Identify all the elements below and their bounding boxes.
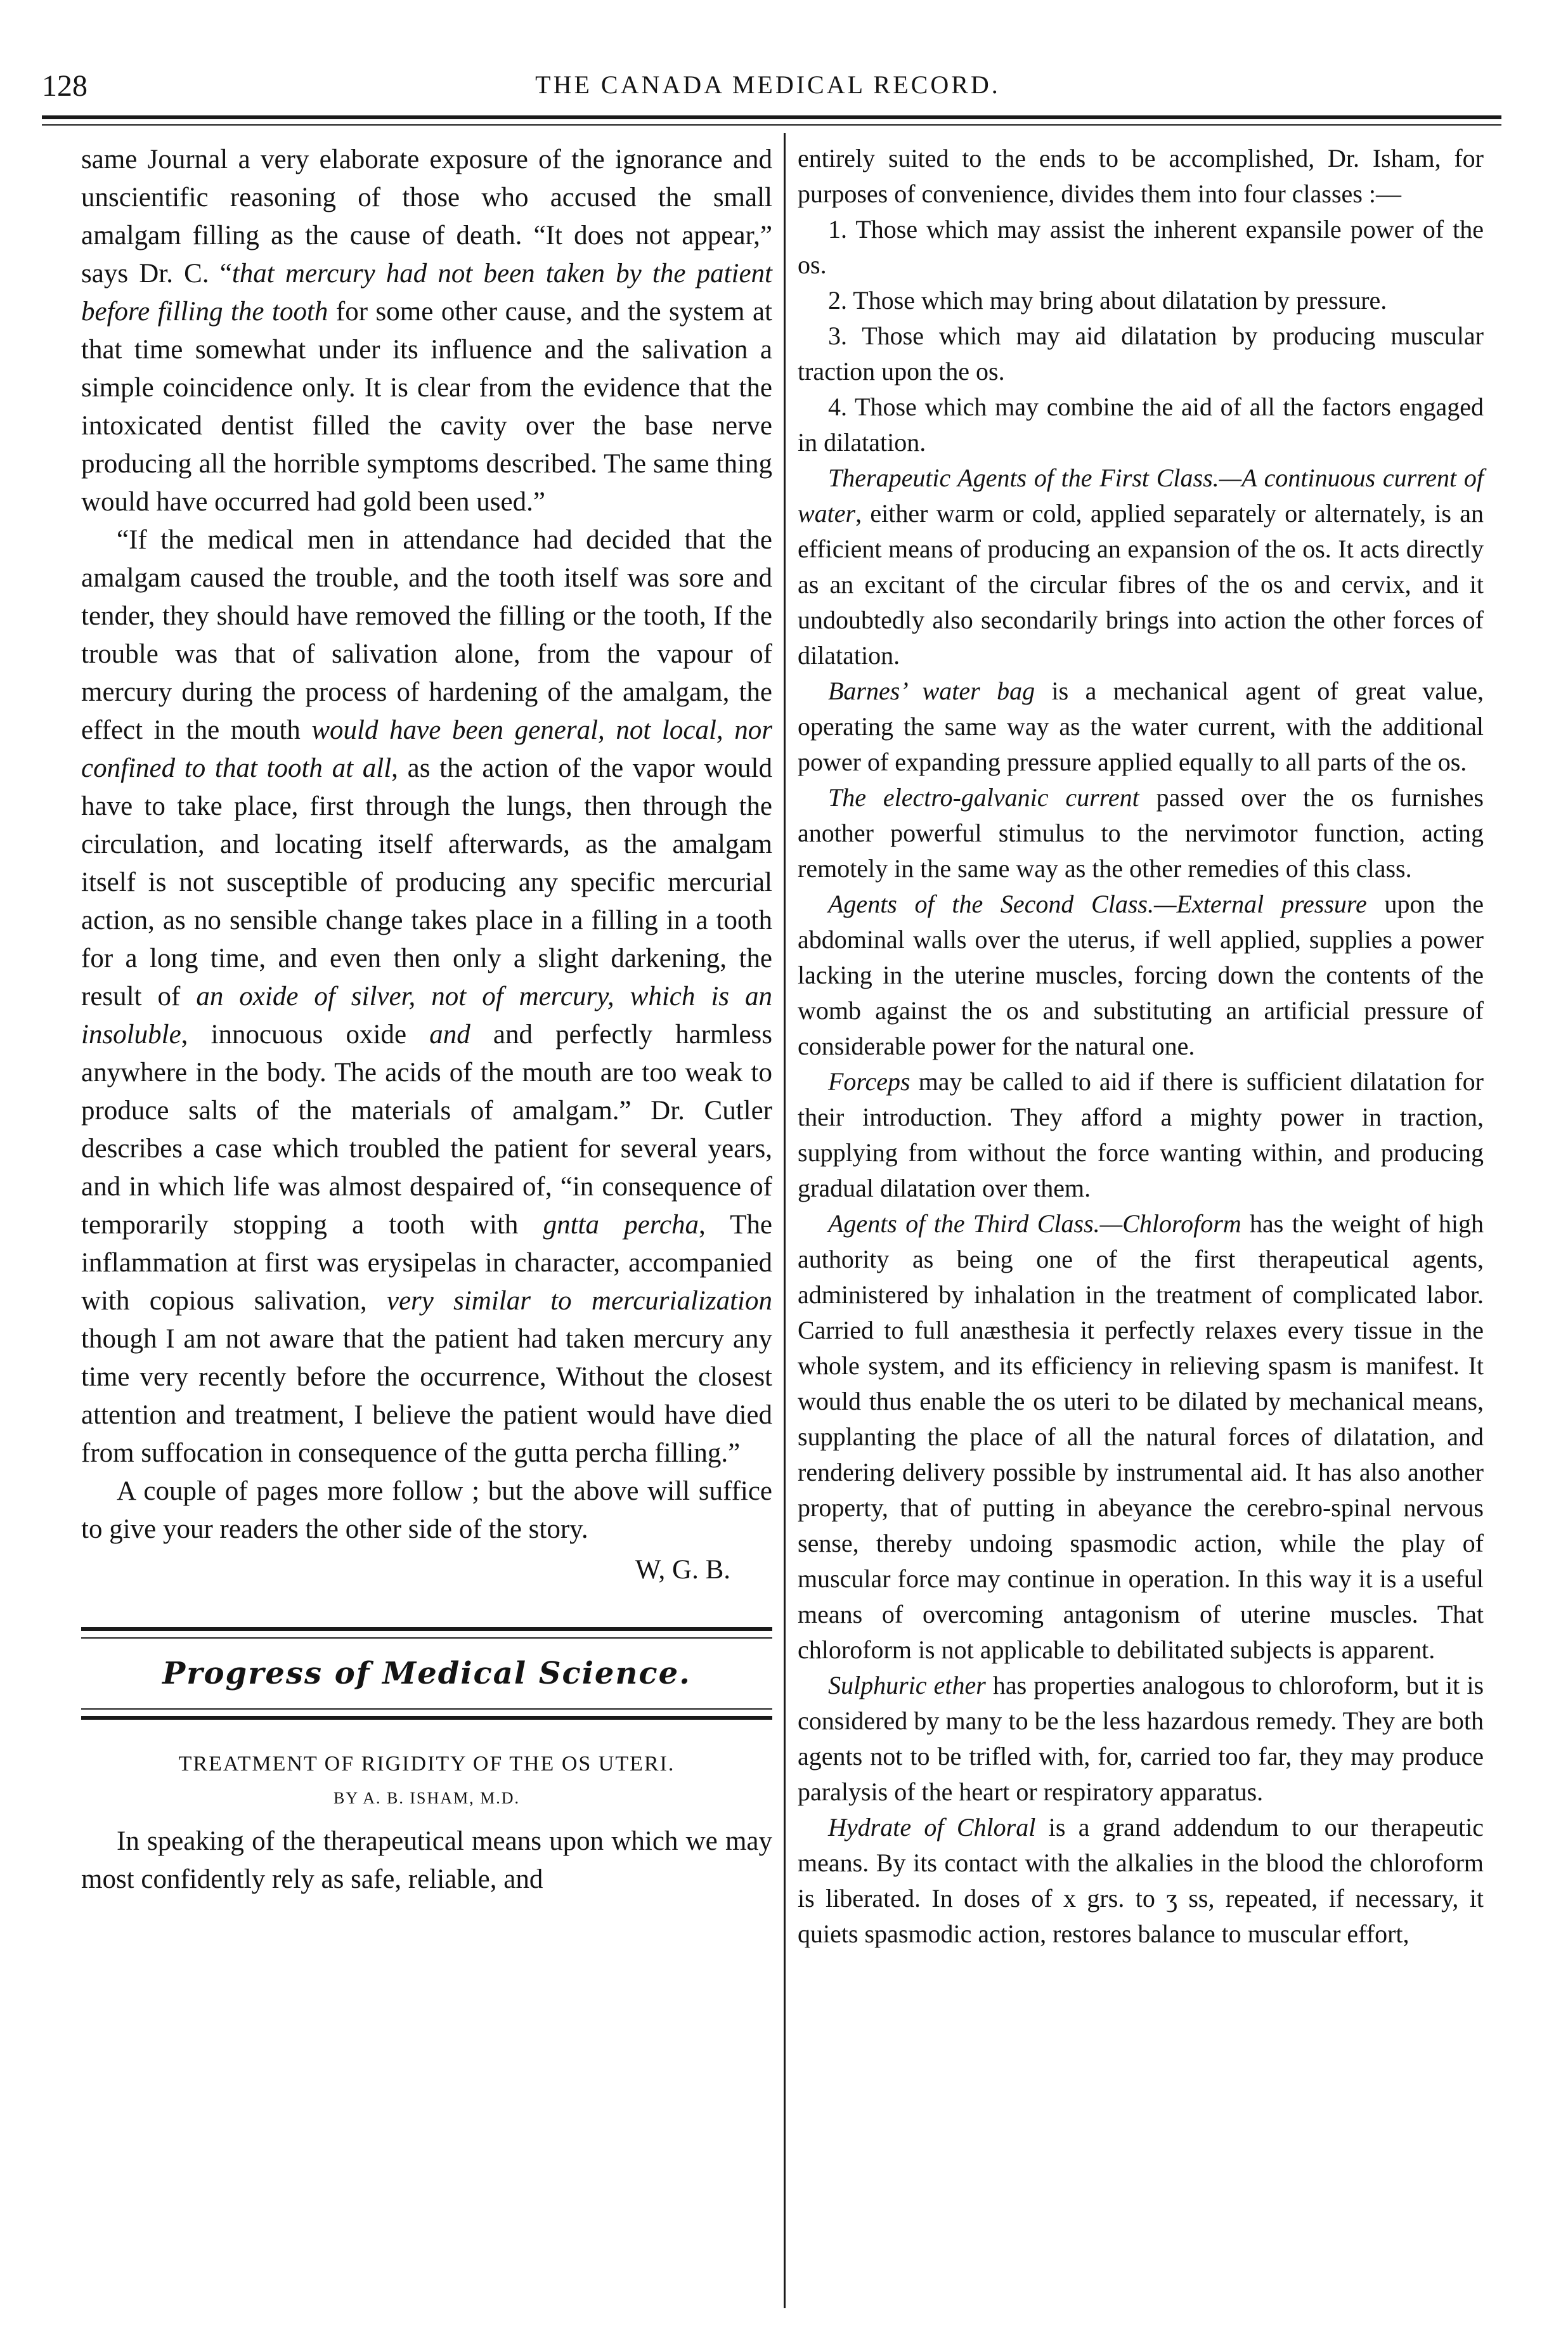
text-run: though I am not aware that the patient had taken mercury any time very recently before the occurrence, Without the closest attention and treatment, I believe the patient would have died from suffocation in consequence of the gutta percha filling.”: [81, 1324, 772, 1468]
list-item-4: 4. Those which may combine the aid of all the factors engaged in dilatation.: [798, 393, 1484, 457]
section-rule-top: [81, 1627, 772, 1639]
text-run: has properties analogous to chloroform, but it is considered by many to be the less hazardous remedy. They are both agents not to be trifled with, for, carried too far, they may produce paralysis of the heart or respiratory apparatus.: [798, 1671, 1484, 1806]
italic-run: Sulphuric ether: [828, 1671, 986, 1699]
text-run: “If the medical men in attendance had decided that the amalgam caused the trouble, and the tooth itself was sore and tender, they should have removed the filling or the tooth, If the trouble was that of salivation alone, from the vapour of mercury during the process of hardening of the amalgam, the effect in the mouth: [81, 525, 772, 745]
left-column: [81, 141, 772, 1899]
italic-run: that mercury had not been taken by the patient before filling the tooth: [81, 259, 773, 327]
section-rule-bottom: [81, 1708, 772, 1720]
italic-run: Agents of the Third Class.—Chloroform: [828, 1209, 1241, 1238]
left-paragraph-3: A couple of pages more follow ; but the above will suffice to give your readers the other side of the story.: [81, 1476, 772, 1544]
italic-run: very similar to mercurialization: [386, 1286, 772, 1316]
italic-run: The electro-galvanic current: [828, 783, 1139, 812]
italic-run: Agents of the Second Class.—External pressure: [828, 890, 1367, 918]
text-run: is a grand addendum to our therapeutic means. By its contact with the alkalies in the blood the chloroform is liberated. In doses of x grs. to ʒ ss, repeated, if necessary, it quiets spasmodic action, restores balance to muscular effort,: [798, 1813, 1484, 1948]
text-run: and perfectly harmless anywhere in the body. The acids of the mouth are too weak to produce salts of the materials of amalgam.” Dr. Cutler describes a case which troubled the patient for several years, and in which life was almost despaired of, “in consequence of temporarily stopping a tooth with: [81, 1020, 772, 1240]
right-paragraph-third-class: [798, 1206, 1484, 1668]
left-paragraph-4: In speaking of the therapeutical means upon which we may most confidently rely as safe, reliable, and: [81, 1826, 772, 1894]
text-run: may be called to aid if there is sufficient dilatation for their introduction. They afford a mighty power in traction, supplying from without the force wanting within, and producing gradual dilatation over them.: [798, 1067, 1484, 1202]
left-paragraph-1: [81, 141, 772, 521]
italic-run: and: [429, 1020, 470, 1049]
page-header: [42, 61, 1494, 112]
right-paragraph-ether: [798, 1668, 1484, 1810]
italic-run: gntta percha: [543, 1210, 699, 1240]
page-number: 128: [42, 69, 87, 103]
byline: BY A. B. ISHAM, M.D.: [333, 1789, 521, 1807]
italic-run: an oxide of silver, not of mercury, which is an insoluble: [81, 982, 772, 1049]
italic-run: Forceps: [828, 1067, 910, 1096]
right-paragraph-water-bag: [798, 673, 1484, 780]
article-title: TREATMENT OF RIGIDITY OF THE OS UTERI.: [178, 1752, 675, 1776]
column-divider: [784, 133, 786, 2308]
text-run: for some other cause, and the system at that time somewhat under its influence and the salivation a simple coincidence only. It is clear from the evidence that the intoxicated dentist filled the cavity over the base nerve producing all the horrible symptoms described. The same thing would have occurred had gold been used.”: [81, 297, 773, 517]
right-column: [798, 141, 1484, 1952]
header-rule-thin: [42, 124, 1501, 126]
list-item-3: 3. Those which may aid dilatation by producing muscular traction upon the os.: [798, 322, 1484, 386]
right-paragraph-first-class: [798, 460, 1484, 673]
text-run: upon the abdominal walls over the uterus, if well applied, supplies a power lacking in the uterine muscles, forcing down the contents of the womb against the os and substituting an artificial pressure of considerable power for the natural one.: [798, 890, 1484, 1060]
italic-run: Therapeutic Agents of the First Class.—A continuous current of water: [798, 464, 1484, 528]
section-title: Progress of Medical Science.: [162, 1656, 691, 1691]
italic-run: Hydrate of Chloral: [828, 1813, 1036, 1842]
text-run: , innocuous oxide: [181, 1020, 430, 1049]
right-lead-paragraph: entirely suited to the ends to be accomplished, Dr. Isham, for purposes of convenience, divides them into four classes :—: [798, 144, 1484, 208]
right-paragraph-galvanic: [798, 780, 1484, 887]
italic-run: would have been general, not local, nor confined to that tooth at all: [81, 715, 773, 783]
header-rule: [42, 115, 1501, 119]
text-run: is a mechanical agent of great value, operating the same way as the water current, with the additional power of expanding pressure applied equally to all parts of the os.: [798, 677, 1484, 776]
left-paragraph-2: [81, 521, 772, 1472]
right-paragraph-forceps: [798, 1064, 1484, 1206]
list-item-2: 2. Those which may bring about dilatation by pressure.: [828, 286, 1387, 315]
signature: W, G. B.: [635, 1555, 730, 1585]
text-run: , as the action of the vapor would have to take place, first through the lungs, then through the circulation, and locating itself afterwards, as the amalgam itself is not susceptible of producing any specific mercurial action, as no sensible change takes place in a filling in a tooth for a long time, and even then only a slight darkening, the result of: [81, 753, 772, 1011]
text-run: , either warm or cold, applied separately or alternately, is an efficient means of producing an expansion of the os. It acts directly as an excitant of the circular fibres of the os and cervix, and it undoubtedly also secondarily brings into action the other forces of dilatation.: [798, 499, 1484, 670]
right-paragraph-chloral: [798, 1810, 1484, 1952]
text-run: passed over the os furnishes another powerful stimulus to the nervimotor function, acting remotely in the same way as the other remedies of this class.: [798, 783, 1484, 883]
right-paragraph-second-class: [798, 887, 1484, 1064]
text-run: has the weight of high authority as being one of the first therapeutical agents, administered by inhalation in the treatment of complicated labor. Carried to full anæsthesia it perfectly relaxes every tissue in the whole system, and its efficiency in relieving spasm is manifest. It would thus enable the os uteri to be dilated by mechanical means, supplanting the place of all the natural forces of dilatation, and rendering delivery possible by instrumental aid. It has also another property, that of putting in abeyance the cerebro-spinal nervous sense, thereby undoing spasmodic action, while the play of muscular force may continue in operation. In this way it is a useful means of overcoming antagonism of uterine muscles. That chloroform is not applicable to debilitated subjects is apparent.: [798, 1209, 1484, 1664]
italic-run: Barnes’ water bag: [828, 677, 1035, 705]
text-run: same Journal a very elaborate exposure of the ignorance and unscientific reasoning of those who accused the small amalgam filling as the cause of death. “It does not appear,” says Dr. C. “: [81, 145, 772, 289]
list-item-1: 1. Those which may assist the inherent expansile power of the os.: [798, 215, 1484, 279]
journal-title: THE CANADA MEDICAL RECORD.: [535, 70, 1001, 99]
text-run: , The inflammation at first was erysipelas in character, accompanied with copious salivation,: [81, 1210, 772, 1316]
